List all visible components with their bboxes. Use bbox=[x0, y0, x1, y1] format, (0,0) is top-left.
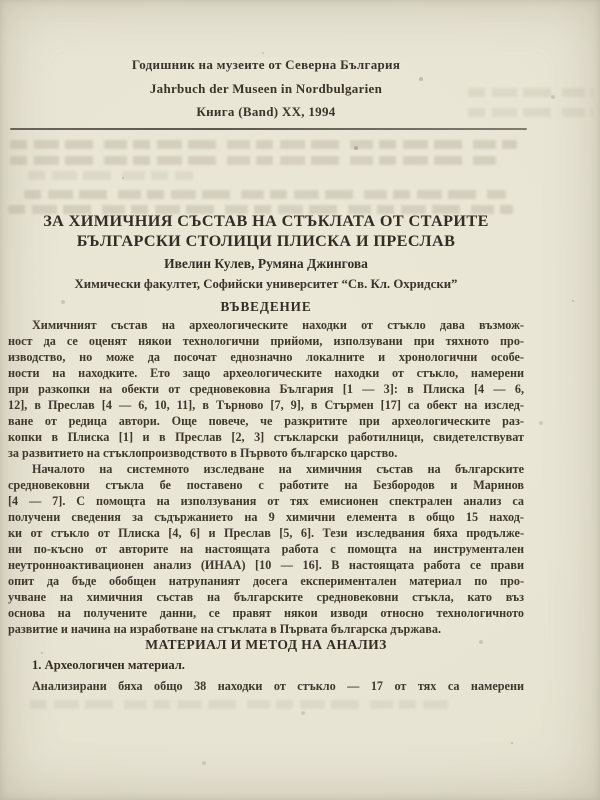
paragraph-line: основа на получените данни, се правят някои изводи относно технологичното bbox=[8, 606, 524, 620]
paragraph-introduction-1 bbox=[8, 317, 524, 461]
bleedthrough-mark bbox=[30, 700, 450, 709]
header-rule bbox=[10, 128, 527, 130]
bleedthrough-mark bbox=[24, 190, 506, 199]
section-heading-materials: МАТЕРИАЛ И МЕТОД НА АНАЛИЗ bbox=[145, 637, 387, 652]
paragraph-line: ване от редица автори. Още повече, че разкритите при археологическите раз- bbox=[8, 414, 524, 428]
paragraph-introduction-2 bbox=[8, 461, 524, 637]
article-title-line1: ЗА ХИМИЧНИЯ СЪСТАВ НА СТЪКЛАТА ОТ СТАРИТЕ bbox=[43, 212, 489, 230]
article-affiliation: Химически факултет, Софийски университет “Св. Кл. Охридски” bbox=[74, 277, 458, 291]
paragraph-line: Началото на системното изследване на химичния състав на българските bbox=[32, 462, 524, 476]
section-heading-introduction: ВЪВЕДЕНИЕ bbox=[220, 299, 312, 314]
paragraph-line: 12], в Преслав [4 — 6, 10, 11], в Търново [7, 9], в Стърмен [17] са обект на изслед- bbox=[8, 398, 524, 412]
article-title-line2: БЪЛГАРСКИ СТОЛИЦИ ПЛИСКА И ПРЕСЛАВ bbox=[76, 232, 456, 250]
bleedthrough-mark bbox=[28, 171, 193, 180]
paragraph-line: [4 — 7]. С помощта на използувания от тях емисионен спектрален анализ са bbox=[8, 494, 524, 508]
paragraph-line: ки от стъкло от Плиска [4, 6] и Преслав [5, 6]. Тези изследвания бяха продълже- bbox=[8, 526, 524, 540]
paragraph-line: средновековни стъкла бе поставено с работите на Безбородов и Маринов bbox=[8, 478, 524, 492]
journal-volume-line: Книга (Band) XX, 1994 bbox=[196, 104, 336, 119]
paragraph-line: учване на химичния състав на българските средновековни стъкла, като въз bbox=[8, 590, 524, 604]
paragraph-line: опит да бъде обобщен натрупаният досега експериментален материал по про- bbox=[8, 574, 524, 588]
bleedthrough-mark bbox=[468, 88, 593, 97]
journal-title-bulgarian: Годишник на музеите от Северна България bbox=[131, 57, 401, 72]
paragraph-line: при разкопки на обекти от средновековна България [1 — 3]: в Плиска [4 — 6, bbox=[8, 382, 524, 396]
bleedthrough-mark bbox=[10, 140, 517, 149]
article-authors: Ивелин Кулев, Румяна Джингова bbox=[164, 256, 368, 271]
journal-title-german: Jahrbuch der Museen in Nordbulgarien bbox=[149, 81, 383, 96]
paragraph-line: ни по-късно от авторите на настоящата работа с помощта на инструментален bbox=[8, 542, 524, 556]
paragraph-analysis bbox=[8, 678, 524, 694]
paragraph-line: копки в Плиска [1] и в Преслав [2, 3] стъкларски работилници, свидетелствуват bbox=[8, 430, 524, 444]
paragraph-line: Анализирани бяха общо 38 находки от стъкло — 17 от тях са намерени bbox=[32, 679, 524, 693]
paragraph-line: изводство, но може да посочат еднозначно локалните и хронологични особе- bbox=[8, 350, 524, 364]
paragraph-line: Химичният състав на археологическите находки от стъкло дава възмож- bbox=[32, 318, 524, 332]
bleedthrough-mark bbox=[468, 108, 593, 117]
paragraph-line: ност да се оценят някои технологични прийоми, използувани при тяхното про- bbox=[8, 334, 524, 348]
paragraph-line: за развитието на стъклопроизводството в Първото българско царство. bbox=[8, 446, 398, 460]
paragraph-line: ности на находките. Ето защо археологическите находки от стъкло, намерени bbox=[8, 366, 524, 380]
subsection-heading-archaeological-material: 1. Археологичен материал. bbox=[32, 658, 185, 672]
bleedthrough-mark bbox=[10, 156, 502, 165]
paper-speckles bbox=[0, 0, 2, 2]
paragraph-line: получени сведения за съдържанието на 9 химични елемента в общо 15 наход- bbox=[8, 510, 524, 524]
paragraph-line: развитие и начина на изработване на стъклата в Първата българска държава. bbox=[8, 622, 441, 636]
paragraph-line: неутронноактивационен анализ (ИНАА) [10 — 16]. В настоящата работа се прави bbox=[8, 558, 524, 572]
